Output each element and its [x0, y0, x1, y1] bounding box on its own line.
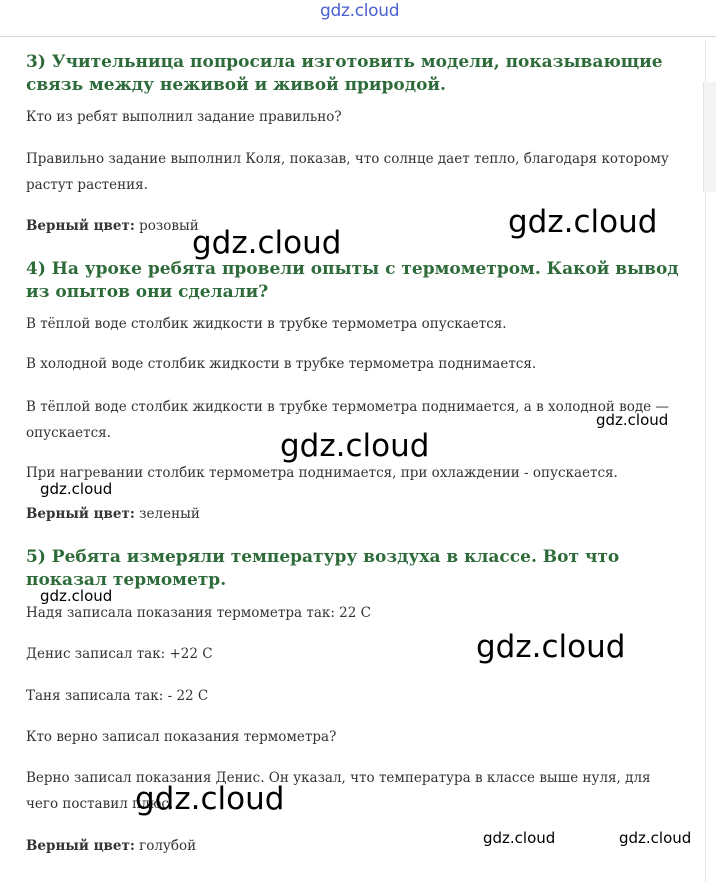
question-5-color	[26, 829, 686, 859]
question-4-option-4: При нагревании столбик термометра поднимается, при охлаждении - опускается.	[26, 465, 618, 481]
watermark: gdz.cloud	[192, 225, 342, 261]
site-logo[interactable]: gdz.cloud	[320, 1, 400, 21]
watermark: gdz.cloud	[483, 829, 556, 847]
color-label: Верный цвет:	[26, 838, 135, 854]
question-3-title: 3) Учительница попросила изготовить модели, показывающие связь между неживой и живой природой.	[26, 52, 663, 95]
question-5-answer: Верно записал показания Денис. Он указал, что температура в классе выше нуля, для чего поставил плюс.	[26, 770, 651, 812]
header-divider	[0, 36, 716, 37]
question-4-option-2: В холодной воде столбик жидкости в трубке термометра поднимается.	[26, 356, 537, 372]
question-3-answer: Правильно задание выполнил Коля, показав, что солнце дает тепло, благодаря которому растут растения.	[26, 151, 669, 193]
question-5-text-2: Денис записал так: +22 С	[26, 646, 213, 662]
question-5-text-3: Таня записала так: - 22 С	[26, 688, 209, 704]
right-sidebar-tab	[703, 82, 716, 192]
watermark: gdz.cloud	[40, 480, 113, 498]
watermark: gdz.cloud	[40, 587, 113, 605]
question-4-option-3: В тёплой воде столбик жидкости в трубке термометра поднимается, а в холодной воде — опускается.	[26, 399, 669, 441]
watermark: gdz.cloud	[280, 428, 430, 464]
watermark: gdz.cloud	[135, 781, 285, 817]
watermark: gdz.cloud	[619, 829, 692, 847]
color-label: Верный цвет:	[26, 506, 135, 522]
question-4-color	[26, 501, 686, 527]
color-value: розовый	[139, 218, 199, 234]
color-value: зеленый	[139, 506, 200, 522]
question-5-title: 5) Ребята измеряли температуру воздуха в классе. Вот что показал термометр.	[26, 547, 620, 590]
watermark: gdz.cloud	[508, 204, 658, 240]
question-3-text-1: Кто из ребят выполнил задание правильно?	[26, 109, 342, 125]
question-4-option-1: В тёплой воде столбик жидкости в трубке термометра опускается.	[26, 316, 507, 332]
question-5-text-4: Кто верно записал показания термометра?	[26, 729, 337, 745]
question-5-text-1: Надя записала показания термометра так: 22 С	[26, 605, 371, 621]
watermark: gdz.cloud	[596, 411, 669, 429]
watermark: gdz.cloud	[476, 629, 626, 665]
color-value: голубой	[139, 838, 197, 854]
color-label: Верный цвет:	[26, 218, 135, 234]
question-4-title: 4) На уроке ребята провели опыты с термометром. Какой вывод из опытов они сделали?	[26, 259, 679, 302]
